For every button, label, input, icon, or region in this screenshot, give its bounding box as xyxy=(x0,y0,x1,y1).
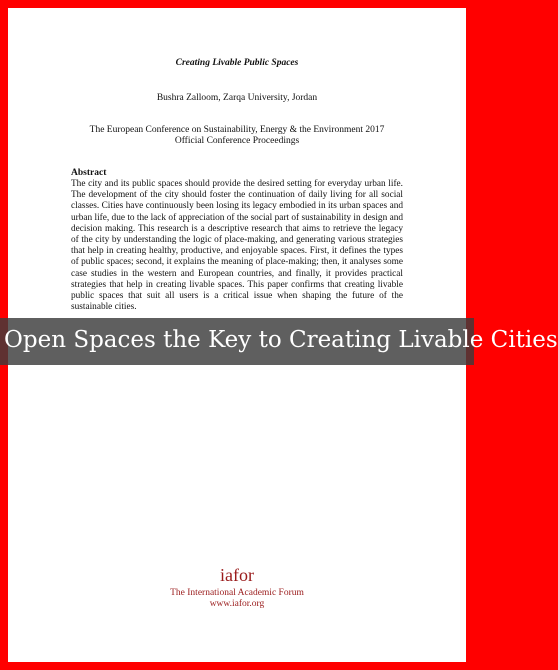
publisher-name: The International Academic Forum xyxy=(170,588,304,598)
title-banner-overlay xyxy=(0,318,558,365)
iafor-logo: iafor xyxy=(220,565,254,585)
paper-title: Creating Livable Public Spaces xyxy=(175,58,299,68)
banner-title: Open Spaces the Key to Creating Livable Cities xyxy=(4,327,558,353)
conference-proceedings: Official Conference Proceedings xyxy=(174,136,300,146)
abstract-heading: Abstract xyxy=(71,168,107,178)
conference-name: The European Conference on Sustainability, Energy & the Environment 2017 xyxy=(89,125,385,135)
abstract-body: The city and its public spaces should provide the desired setting for everyday urban life. The development of the city should foster the continuation of daily living for all social classes. Cities have continuously been losing its legacy embodied in its urban spaces and urban life, due to the lack of appreciation of the social part of sustainability in design and decision making. This research is a descriptive research that aims to retrieve the legacy of the city by understanding the logic of place-making, and generating various strategies that help in creating healthy, productive, and enjoyable spaces. First, it defines the types of public spaces; second, it explains the meaning of place-making; then, it analyses some case studies in the western and European countries, and finally, it provides practical strategies that help in creating livable spaces. This paper confirms that creating livable public spaces that suit all users is a critical issue when shaping the future of the sustainable cities. xyxy=(71,179,403,313)
author-line: Bushra Zalloom, Zarqa University, Jordan xyxy=(156,93,318,103)
publisher-url: www.iafor.org xyxy=(209,599,265,609)
